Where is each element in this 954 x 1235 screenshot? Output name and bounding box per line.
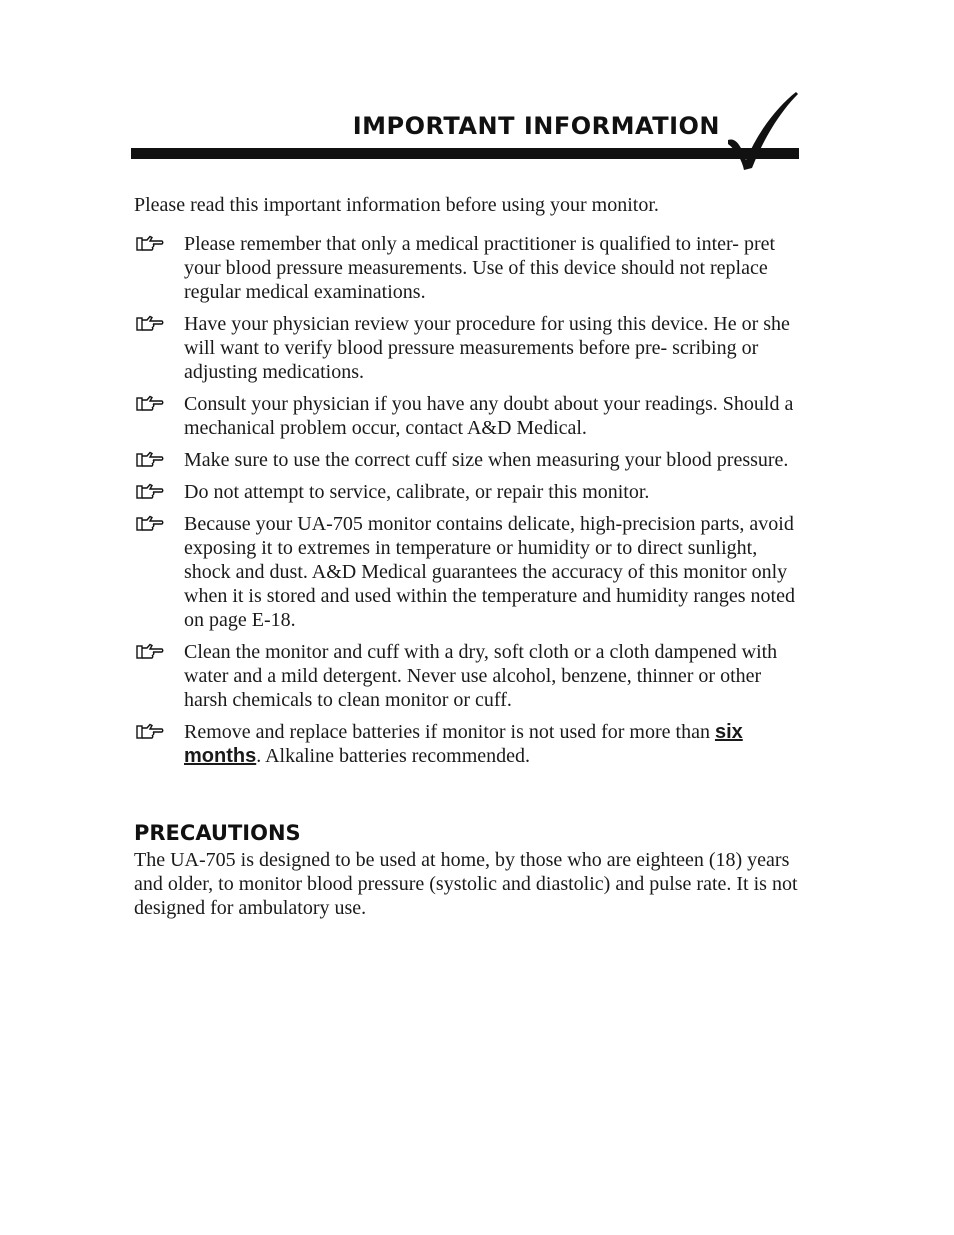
page-title: IMPORTANT INFORMATION — [352, 112, 720, 140]
six-months-emphasis: six months — [184, 721, 743, 767]
list-item — [134, 392, 804, 440]
pointing-hand-icon — [136, 451, 164, 469]
pointing-hand-icon — [136, 515, 164, 533]
list-item-text: Have your physician review your procedure for using this device. He or she will want to verify blood pressure measurements before pre- scribing or adjusting medications. — [184, 313, 790, 383]
list-item — [134, 232, 804, 304]
list-item-text: Please remember that only a medical practitioner is qualified to inter- pret your blood pressure measurements. Use of this device should not replace regular medical examinations. — [184, 233, 776, 303]
list-item-text — [184, 720, 804, 768]
pointing-hand-icon — [136, 723, 164, 741]
list-item-text: Because your UA-705 monitor contains delicate, high-precision parts, avoid exposing it to extremes in temperature or humidity or to direct sunlight, shock and dust. A&D Medical guarantees the accuracy of this monitor only when it is stored and used within the temperature and humidity ranges noted on page E-18. — [184, 513, 795, 631]
list-item — [134, 448, 804, 472]
list-item-text: Clean the monitor and cuff with a dry, soft cloth or a cloth dampened with water and a mild detergent. Never use alcohol, benzene, thinner or other harsh chemicals to clean monitor or cuff. — [184, 641, 778, 711]
list-item-text: Do not attempt to service, calibrate, or repair this monitor. — [184, 481, 650, 503]
list-item — [134, 480, 804, 504]
list-item-text: Make sure to use the correct cuff size when measuring your blood pressure. — [184, 449, 789, 471]
precautions-heading: PRECAUTIONS — [134, 821, 301, 845]
list-item — [134, 640, 804, 712]
header-rule — [131, 148, 799, 159]
list-item — [134, 312, 804, 384]
battery-text-after: . Alkaline batteries recommended. — [256, 745, 531, 767]
pointing-hand-icon — [136, 395, 164, 413]
pointing-hand-icon — [136, 235, 164, 253]
pointing-hand-icon — [136, 315, 164, 333]
list-item-text: Consult your physician if you have any doubt about your readings. Should a mechanical problem occur, contact A&D Medical. — [184, 393, 794, 439]
intro-text: Please read this important information before using your monitor. — [134, 194, 659, 216]
pointing-hand-icon — [136, 643, 164, 661]
battery-text-before: Remove and replace batteries if monitor is not used for more than — [184, 721, 715, 743]
precautions-text: The UA-705 is designed to be used at home, by those who are eighteen (18) years and older, to monitor blood pressure (systolic and diastolic) and pulse rate. It is not designed for ambulatory use. — [134, 849, 798, 919]
pointing-hand-icon — [136, 483, 164, 501]
important-info-list — [134, 232, 804, 776]
checkmark-icon — [724, 88, 800, 172]
list-item — [134, 720, 804, 768]
list-item — [134, 512, 804, 632]
